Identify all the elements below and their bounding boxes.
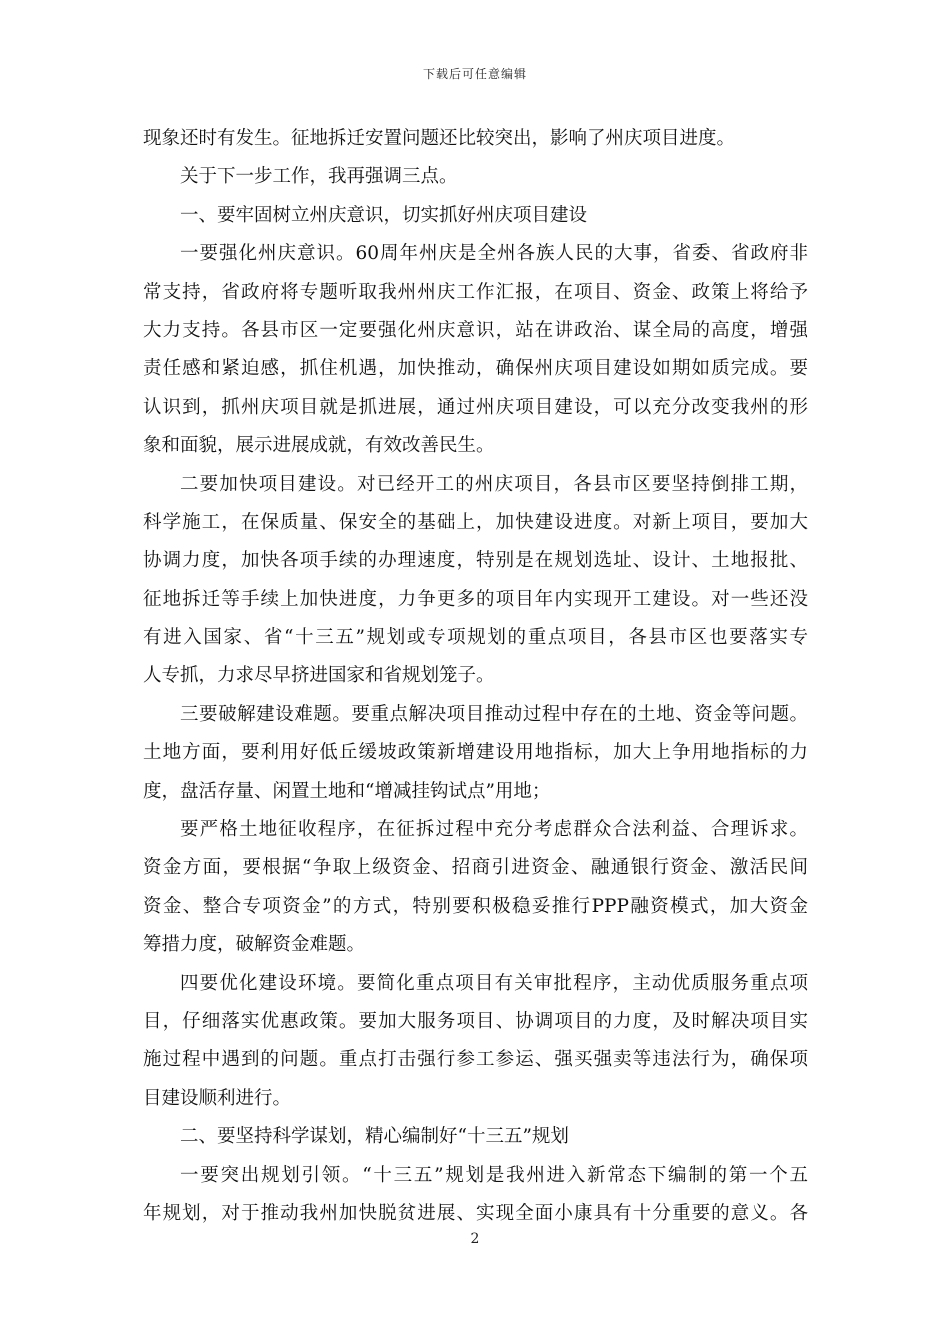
text-line: 人专抓，力求尽早挤进国家和省规划笼子。 (143, 665, 495, 687)
text-line: 资金方面，要根据“争取上级资金、招商引进资金、融通银行资金、激活民间 (143, 857, 808, 879)
text-line: 三要破解建设难题。要重点解决项目推动过程中存在的土地、资金等问题。 (180, 703, 808, 725)
text-line: 协调力度，加快各项手续的办理速度，特别是在规划选址、设计、土地报批、 (143, 550, 808, 572)
text-line: 关于下一步工作，我再强调三点。 (180, 166, 458, 188)
text-line: 有进入国家、省“十三五”规划或专项规划的重点项目，各县市区也要落实专 (143, 627, 808, 649)
text-line: 二要加快项目建设。对已经开工的州庆项目，各县市区要坚持倒排工期， (180, 473, 808, 495)
section-heading: 二、要坚持科学谋划，精心编制好“十三五”规划 (180, 1126, 569, 1148)
text-line: 度，盘活存量、闲置土地和“增减挂钩试点”用地； (143, 780, 551, 802)
text-line: 目，仔细落实优惠政策。要加大服务项目、协调项目的力度，及时解决项目实 (143, 1010, 808, 1032)
text-line: 四要优化建设环境。要简化重点项目有关审批程序，主动优质服务重点项 (180, 972, 808, 994)
text-line: 资金、整合专项资金”的方式，特别要积极稳妥推行PPP融资模式，加大资金 (143, 895, 808, 917)
text-line: 大力支持。各县市区一定要强化州庆意识，站在讲政治、谋全局的高度，增强 (143, 319, 808, 341)
section-heading: 一、要牢固树立州庆意识，切实抓好州庆项目建设 (180, 204, 588, 226)
text-line: 筹措力度，破解资金难题。 (143, 934, 366, 956)
text-line: 一要突出规划引领。“十三五”规划是我州进入新常态下编制的第一个五 (180, 1164, 808, 1186)
text-line: 象和面貌，展示进展成就，有效改善民生。 (143, 435, 495, 457)
page-header: 下载后可任意编辑 (422, 67, 527, 81)
text-line: 科学施工，在保质量、保安全的基础上，加快建设进度。对新上项目，要加大 (143, 511, 808, 533)
text-line: 目建设顺利进行。 (143, 1087, 292, 1109)
text-line: 常支持，省政府将专题听取我州州庆工作汇报，在项目、资金、政策上将给予 (143, 281, 808, 303)
text-line: 责任感和紧迫感，抓住机遇，加快推动，确保州庆项目建设如期如质完成。要 (143, 358, 808, 380)
text-line: 年规划，对于推动我州加快脱贫进展、实现全面小康具有十分重要的意义。各 (143, 1202, 808, 1224)
page-number: 2 (470, 1231, 480, 1247)
text-line: 征地拆迁等手续上加快进度，力争更多的项目年内实现开工建设。对一些还没 (143, 588, 808, 610)
text-line: 认识到，抓州庆项目就是抓进展，通过州庆项目建设，可以充分改变我州的形 (143, 396, 808, 418)
document-body (143, 120, 808, 1233)
text-line: 现象还时有发生。征地拆迁安置问题还比较突出，影响了州庆项目进度。 (143, 128, 736, 149)
text-line: 要严格土地征收程序，在征拆过程中充分考虑群众合法利益、合理诉求。 (180, 819, 808, 841)
text-line: 施过程中遇到的问题。重点打击强行参工参运、强买强卖等违法行为，确保项 (143, 1049, 808, 1071)
text-line: 土地方面，要利用好低丘缓坡政策新增建设用地指标，加大上争用地指标的力 (143, 742, 808, 764)
text-line: 一要强化州庆意识。60周年州庆是全州各族人民的大事，省委、省政府非 (180, 243, 808, 265)
